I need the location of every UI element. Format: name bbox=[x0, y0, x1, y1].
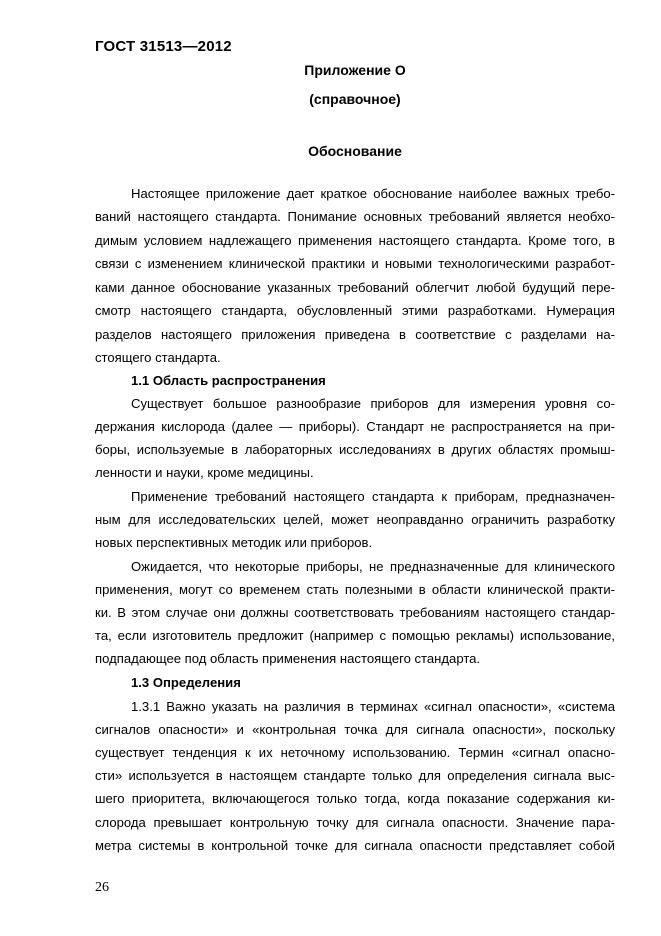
standard-header: ГОСТ 31513—2012 bbox=[95, 38, 232, 55]
text-line: Настоящее приложение дает краткое обоснование наиболее важных требо- bbox=[131, 186, 615, 201]
appendix-type: (справочное) bbox=[309, 91, 401, 107]
appendix-subject: Обоснование bbox=[308, 143, 402, 159]
text-line: слорода превышает контрольную точку для сигнала опасности. Значение пара- bbox=[95, 815, 615, 830]
text-line: связи с изменением клинической практики и новыми технологическими разработ- bbox=[95, 256, 615, 271]
text-line: ки. В этом случае они должны соответствовать требованиям настоящего стандар- bbox=[95, 605, 615, 620]
text-line: метра системы в контрольной точке для сигнала опасности представляет собой bbox=[95, 838, 615, 853]
text-line: боры, используемые в лабораторных исследованиях в других областях промыш- bbox=[95, 442, 615, 457]
text-line: ленности и науки, кроме медицины. bbox=[95, 465, 314, 480]
text-line: стоящего стандарта. bbox=[95, 350, 221, 365]
page-number: 26 bbox=[95, 880, 109, 895]
text-line: смотр настоящего стандарта, обусловленный этими разработками. Нумерация bbox=[95, 303, 615, 318]
text-line: та, если изготовитель предложит (например с помощью рекламы) использование, bbox=[95, 628, 615, 643]
text-line: ками данное обоснование указанных требований облегчит любой будущий пере- bbox=[95, 280, 615, 295]
text-line: сигналов опасности» и «контрольная точка для сигнала опасности», поскольку bbox=[95, 722, 615, 737]
text-line: ным для исследовательских целей, может неоправданно ограничить разработку bbox=[95, 512, 615, 527]
text-line: Ожидается, что некоторые приборы, не предназначенные для клинического bbox=[131, 559, 615, 574]
appendix-title: Приложение О bbox=[304, 62, 406, 78]
text-line: сти» используется в настоящем стандарте только для определения сигнала выс- bbox=[95, 768, 615, 783]
section-heading: 1.3 Определения bbox=[131, 675, 241, 690]
text-line: держания кислорода (далее — приборы). Стандарт не распространяется на при- bbox=[95, 419, 615, 434]
text-line: 1.3.1 Важно указать на различия в терминах «сигнал опасности», «система bbox=[131, 699, 615, 714]
text-line: шего приоритета, включающегося только тогда, когда показание содержания ки- bbox=[95, 791, 615, 806]
text-line: подпадающее под область применения настоящего стандарта. bbox=[95, 651, 481, 666]
text-line: Существует большое разнообразие приборов для измерения уровня со- bbox=[131, 396, 615, 411]
text-line: новых перспективных методик или приборов. bbox=[95, 535, 373, 550]
text-line: ваний настоящего стандарта. Понимание основных требований является необхо- bbox=[95, 209, 615, 224]
text-line: применения, могут со временем стать полезными в области клинической практи- bbox=[95, 582, 615, 597]
text-line: Применение требований настоящего стандарта к приборам, предназначен- bbox=[131, 489, 615, 504]
text-line: существует тенденция к их неточному использованию. Термин «сигнал опасно- bbox=[95, 745, 615, 760]
text-line: разделов настоящего приложения приведена в соответствие с разделами на- bbox=[95, 327, 615, 342]
section-heading: 1.1 Область распространения bbox=[131, 373, 326, 388]
text-line: димым условием надлежащего применения настоящего стандарта. Кроме того, в bbox=[95, 233, 615, 248]
